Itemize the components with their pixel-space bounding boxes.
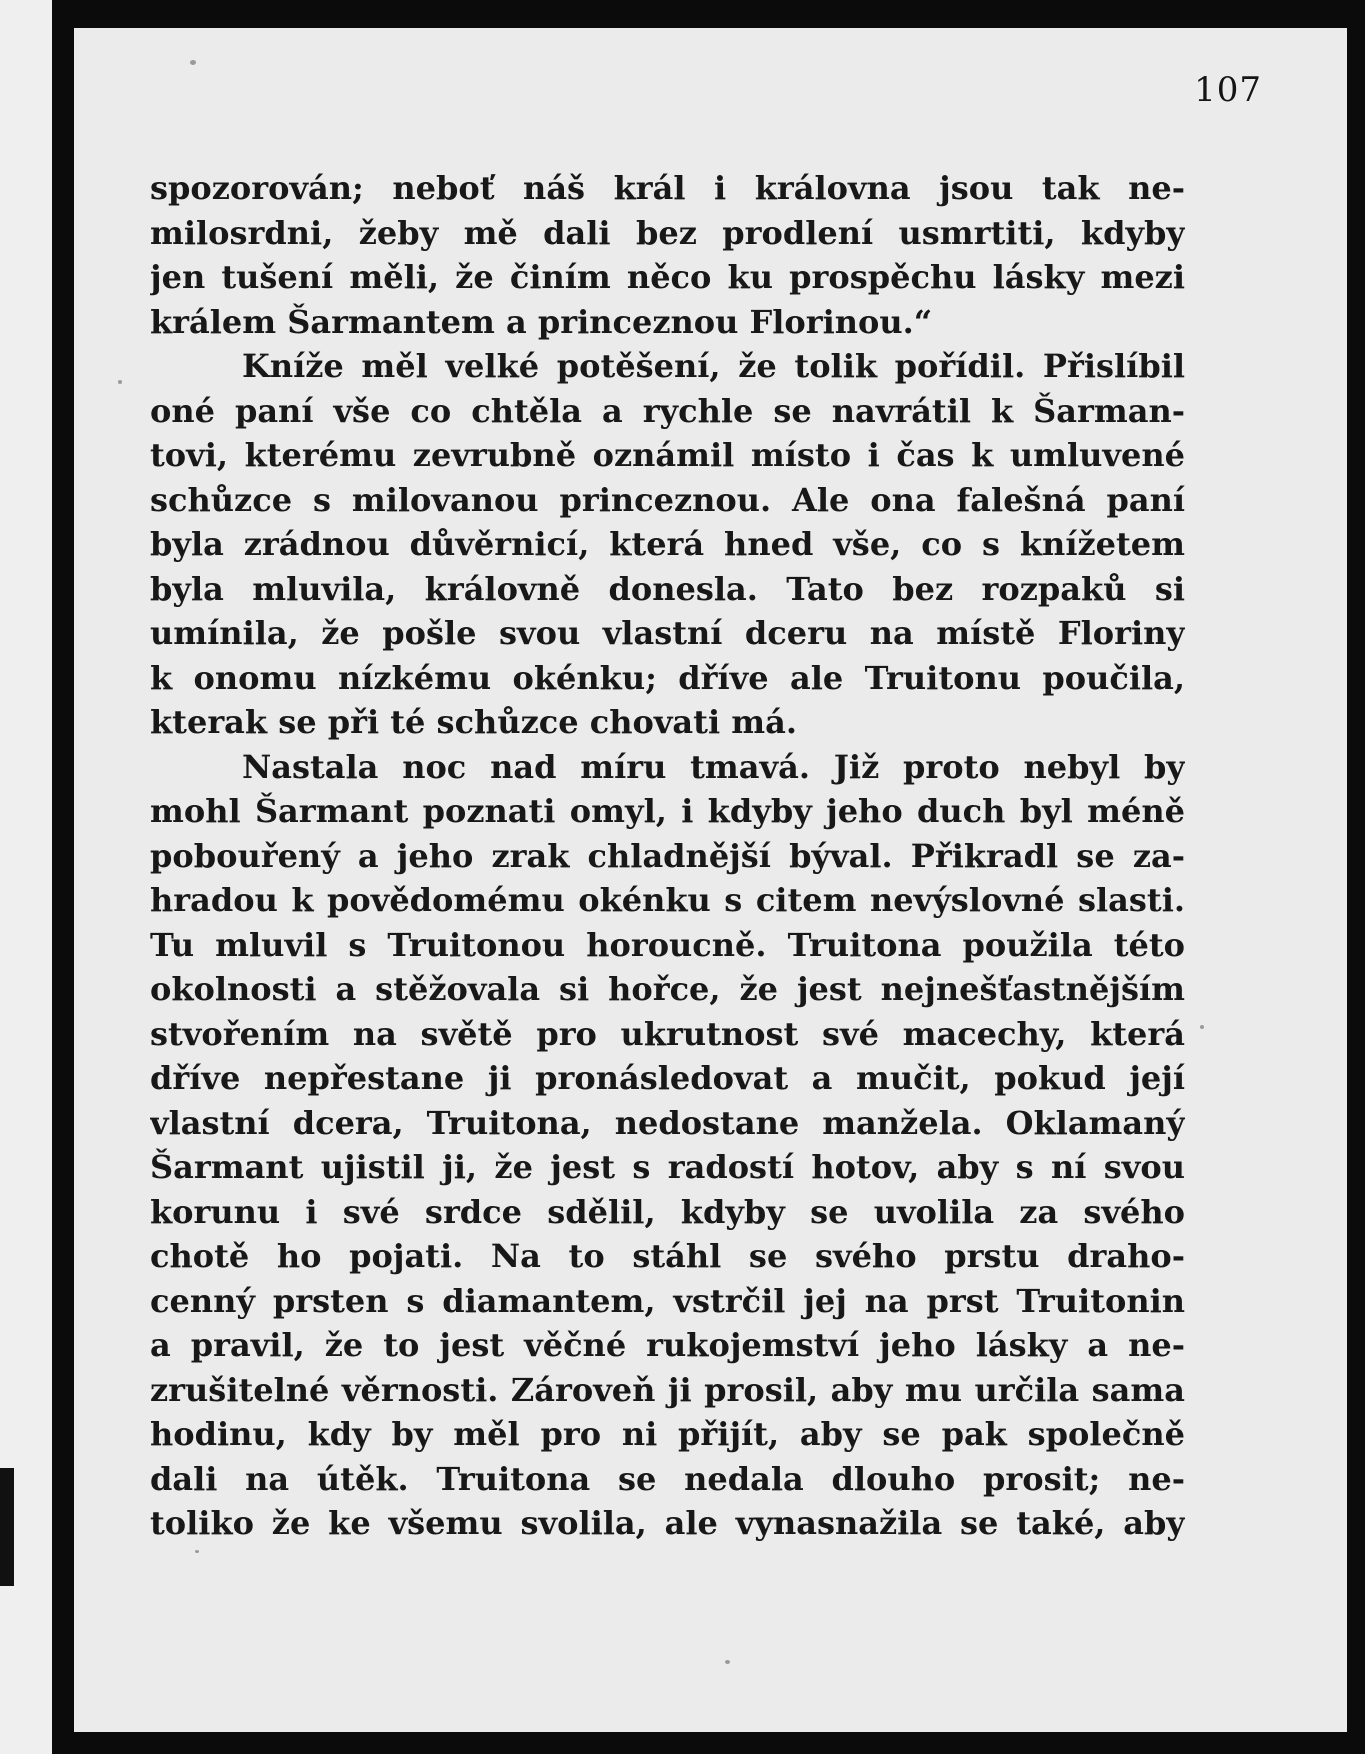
scan-border-bottom bbox=[52, 1732, 1365, 1754]
text-line: Nastala noc nad míru tmavá. Již proto nebyl by bbox=[242, 747, 1185, 786]
text-line: hodinu, kdy by měl pro ni přijít, aby se pak společně bbox=[150, 1415, 1185, 1453]
paper-speck bbox=[725, 1660, 730, 1664]
text-line: Tu mluvil s Truitonou horoucně. Truitona použila této bbox=[150, 925, 1185, 964]
scan-edge-mark bbox=[0, 1468, 14, 1586]
text-line: k onomu nízkému okénku; dříve ale Truitonu poučila, bbox=[150, 658, 1185, 697]
text-line: Šarmant ujistil ji, že jest s radostí hotov, aby s ní svou bbox=[150, 1148, 1185, 1186]
text-line: králem Šarmantem a princeznou Florinou.“ bbox=[150, 302, 933, 341]
paper-speck bbox=[1200, 1025, 1204, 1029]
paper-speck bbox=[195, 1550, 199, 1553]
text-line: umínila, že pošle svou vlastní dceru na místě Floriny bbox=[150, 614, 1185, 652]
text-line: jen tušení měli, že činím něco ku prospěchu lásky mezi bbox=[150, 258, 1185, 296]
text-line: okolnosti a stěžovala si hořce, že jest nejnešťastnějším bbox=[150, 970, 1185, 1008]
text-line: schůzce s milovanou princeznou. Ale ona falešná paní bbox=[150, 480, 1185, 519]
page-number: 107 bbox=[1194, 70, 1262, 110]
text-line: Kníže měl velké potěšení, že tolik pořídil. Přislíbil bbox=[242, 347, 1185, 385]
text-line: korunu i své srdce sdělil, kdyby se uvolila za svého bbox=[150, 1192, 1185, 1231]
text-line: pobouřený a jeho zrak chladnější býval. Přikradl se za- bbox=[150, 836, 1185, 875]
paper-speck bbox=[118, 380, 122, 384]
text-line: oné paní vše co chtěla a rychle se navrátil k Šarman- bbox=[150, 391, 1185, 430]
text-line: spozorován; neboť náš král i královna jsou tak ne- bbox=[150, 169, 1185, 207]
text-line: dali na útěk. Truitona se nedala dlouho prosit; ne- bbox=[150, 1459, 1185, 1498]
text-line: chotě ho pojati. Na to stáhl se svého prstu draho- bbox=[150, 1237, 1185, 1275]
text-line: a pravil, že to jest věčné rukojemství jeho lásky a ne- bbox=[150, 1326, 1185, 1364]
text-line: mohl Šarmant poznati omyl, i kdyby jeho duch byl méně bbox=[150, 792, 1185, 830]
text-line: kterak se při té schůzce chovati má. bbox=[150, 703, 797, 741]
text-line: dříve nepřestane ji pronásledovat a mučit, pokud její bbox=[150, 1059, 1185, 1097]
text-line: tovi, kterému zevrubně oznámil místo i čas k umluvené bbox=[150, 436, 1185, 474]
text-line: vlastní dcera, Truitona, nedostane manžela. Oklamaný bbox=[150, 1103, 1185, 1142]
text-line: stvořením na světě pro ukrutnost své macechy, která bbox=[150, 1014, 1185, 1053]
text-line: byla zrádnou důvěrnicí, která hned vše, co s knížetem bbox=[150, 525, 1185, 563]
scan-border-left bbox=[52, 0, 74, 1754]
text-line: zrušitelné věrnosti. Zároveň ji prosil, aby mu určila sama bbox=[150, 1370, 1185, 1409]
scan-border-right bbox=[1347, 22, 1365, 1732]
text-line: hradou k povědomému okénku s citem nevýslovné slasti. bbox=[150, 881, 1185, 919]
text-line: byla mluvila, královně donesla. Tato bez rozpaků si bbox=[150, 569, 1185, 608]
body-text bbox=[150, 166, 1185, 1546]
scan-border-top bbox=[52, 0, 1365, 28]
text-line: toliko že ke všemu svolila, ale vynasnažila se také, aby bbox=[150, 1504, 1185, 1542]
paper-speck bbox=[190, 60, 196, 65]
text-line: cenný prsten s diamantem, vstrčil jej na prst Truitonin bbox=[150, 1281, 1185, 1320]
text-line: milosrdni, žeby mě dali bez prodlení usmrtiti, kdyby bbox=[150, 213, 1185, 252]
